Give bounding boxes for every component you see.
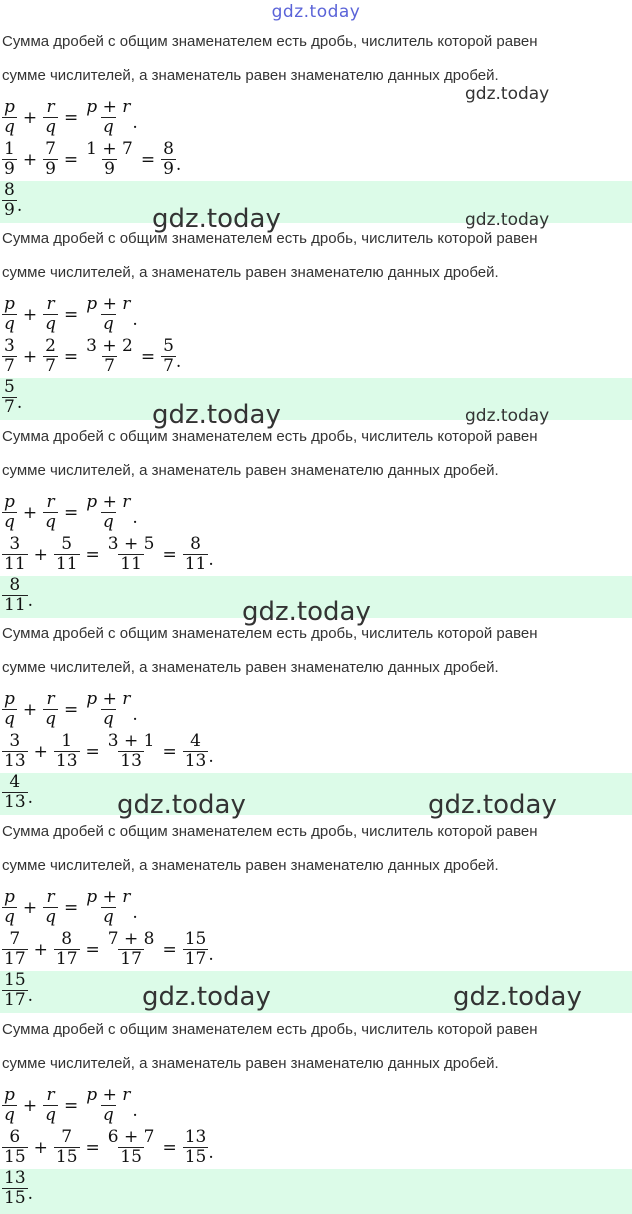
worked-equation: $\frac{7}{17}$ + $\frac{8}{17}$ = $\frac{7 + 8}{17}$ = $\frac{15}{17}$ . <box>4 929 214 969</box>
watermark: gdz.today <box>152 400 281 430</box>
rule-text-line1: Сумма дробей с общим знаменателем есть дробь, числитель которой равен <box>2 823 538 840</box>
rule-text-line1: Сумма дробей с общим знаменателем есть дробь, числитель которой равен <box>2 230 538 247</box>
worked-equation: $\frac{6}{15}$ + $\frac{7}{15}$ = $\frac{6 + 7}{15}$ = $\frac{13}{15}$ . <box>4 1127 214 1167</box>
answer-fraction: $\frac{8}{9}$ . <box>4 180 23 220</box>
answer-fraction: $\frac{15}{17}$ . <box>4 970 34 1010</box>
watermark: gdz.today <box>465 210 550 230</box>
solution-section-5 <box>0 790 632 1012</box>
general-formula: $\frac{p}{q}$ + $\frac{r}{q}$ = $\frac{p + r}{q}$ . <box>4 887 138 927</box>
answer-fraction: $\frac{8}{11}$ . <box>4 575 34 615</box>
equals-sign: = <box>140 149 156 170</box>
solution-section-4 <box>0 592 632 820</box>
fraction-r-q: $\frac{r}{q}$ <box>45 97 57 137</box>
rule-text-line2: сумме числителей, а знаменатель равен знаменателю данных дробей. <box>2 67 499 84</box>
rule-text-line1: Сумма дробей с общим знаменателем есть дробь, числитель которой равен <box>2 1021 538 1038</box>
fraction-b: $\frac{7}{9}$ <box>45 139 56 179</box>
watermark: gdz.today <box>465 84 550 104</box>
fraction-sum: $\frac{p + r}{q}$ <box>86 97 131 137</box>
rule-text-line2: сумме числителей, а знаменатель равен знаменателю данных дробей. <box>2 659 499 676</box>
worked-equation: $\frac{3}{13}$ + $\frac{1}{13}$ = $\frac{3 + 1}{13}$ = $\frac{4}{13}$ . <box>4 731 214 771</box>
rule-text-line2: сумме числителей, а знаменатель равен знаменателю данных дробей. <box>2 1055 499 1072</box>
watermark: gdz.today <box>152 204 281 234</box>
worked-equation: $\frac{3}{7}$ + $\frac{2}{7}$ = $\frac{3 + 2}{7}$ = $\frac{5}{7}$ . <box>4 336 182 376</box>
worked-equation: $\frac{3}{11}$ + $\frac{5}{11}$ = $\frac{3 + 5}{11}$ = $\frac{8}{11}$ . <box>4 534 214 574</box>
general-formula: $\frac{p}{q}$ + $\frac{r}{q}$ = $\frac{p + r}{q}$ . <box>4 1085 138 1125</box>
general-formula: $\frac{p}{q}$ + $\frac{r}{q}$ = $\frac{p + r}{q}$ . <box>4 689 138 729</box>
general-formula: $\frac{p}{q}$ + $\frac{r}{q}$ = $\frac{p + r}{q}$ . <box>4 294 138 334</box>
watermark: gdz.today <box>453 982 582 1012</box>
equals-sign: = <box>63 149 79 170</box>
rule-text-line2: сумме числителей, а знаменатель равен знаменателю данных дробей. <box>2 462 499 479</box>
rule-text-line2: сумме числителей, а знаменатель равен знаменателю данных дробей. <box>2 857 499 874</box>
fraction-result: $\frac{8}{9}$ <box>163 139 174 179</box>
answer-fraction: $\frac{5}{7}$ . <box>4 377 23 417</box>
rule-text-line1: Сумма дробей с общим знаменателем есть дробь, числитель которой равен <box>2 625 538 642</box>
fraction-a: $\frac{1}{9}$ <box>4 139 15 179</box>
site-logo[interactable]: gdz.today <box>271 2 361 22</box>
plus-sign: + <box>22 107 38 128</box>
solution-section-1 <box>0 0 632 234</box>
solution-section-6 <box>0 988 632 1208</box>
fraction-sum: $\frac{1 + 7}{9}$ <box>86 139 133 179</box>
watermark: gdz.today <box>117 790 246 820</box>
watermark: gdz.today <box>428 790 557 820</box>
watermark: gdz.today <box>242 597 371 627</box>
solution-section-3 <box>0 395 632 627</box>
rule-text-line2: сумме числителей, а знаменатель равен знаменателю данных дробей. <box>2 264 499 281</box>
rule-text-line1: Сумма дробей с общим знаменателем есть дробь, числитель которой равен <box>2 428 538 445</box>
answer-fraction: $\frac{13}{15}$ . <box>4 1168 34 1208</box>
solution-section-2 <box>0 197 632 430</box>
plus-sign: + <box>22 149 38 170</box>
general-formula: $\frac{p}{q}$ + $\frac{r}{q}$ = $\frac{p + r}{q}$ . <box>4 97 138 137</box>
fraction-p-q: $\frac{p}{q}$ <box>4 97 15 137</box>
answer-fraction: $\frac{4}{13}$ . <box>4 772 34 812</box>
answer-block <box>0 1169 632 1214</box>
watermark: gdz.today <box>142 982 271 1012</box>
general-formula: $\frac{p}{q}$ + $\frac{r}{q}$ = $\frac{p + r}{q}$ . <box>4 492 138 532</box>
rule-text-line1: Сумма дробей с общим знаменателем есть дробь, числитель которой равен <box>2 33 538 50</box>
worked-equation: $\frac{1}{9}$ + $\frac{7}{9}$ = $\frac{1 + 7}{9}$ = $\frac{8}{9}$ . <box>4 139 182 179</box>
equals-sign: = <box>64 107 79 128</box>
watermark: gdz.today <box>465 406 550 426</box>
